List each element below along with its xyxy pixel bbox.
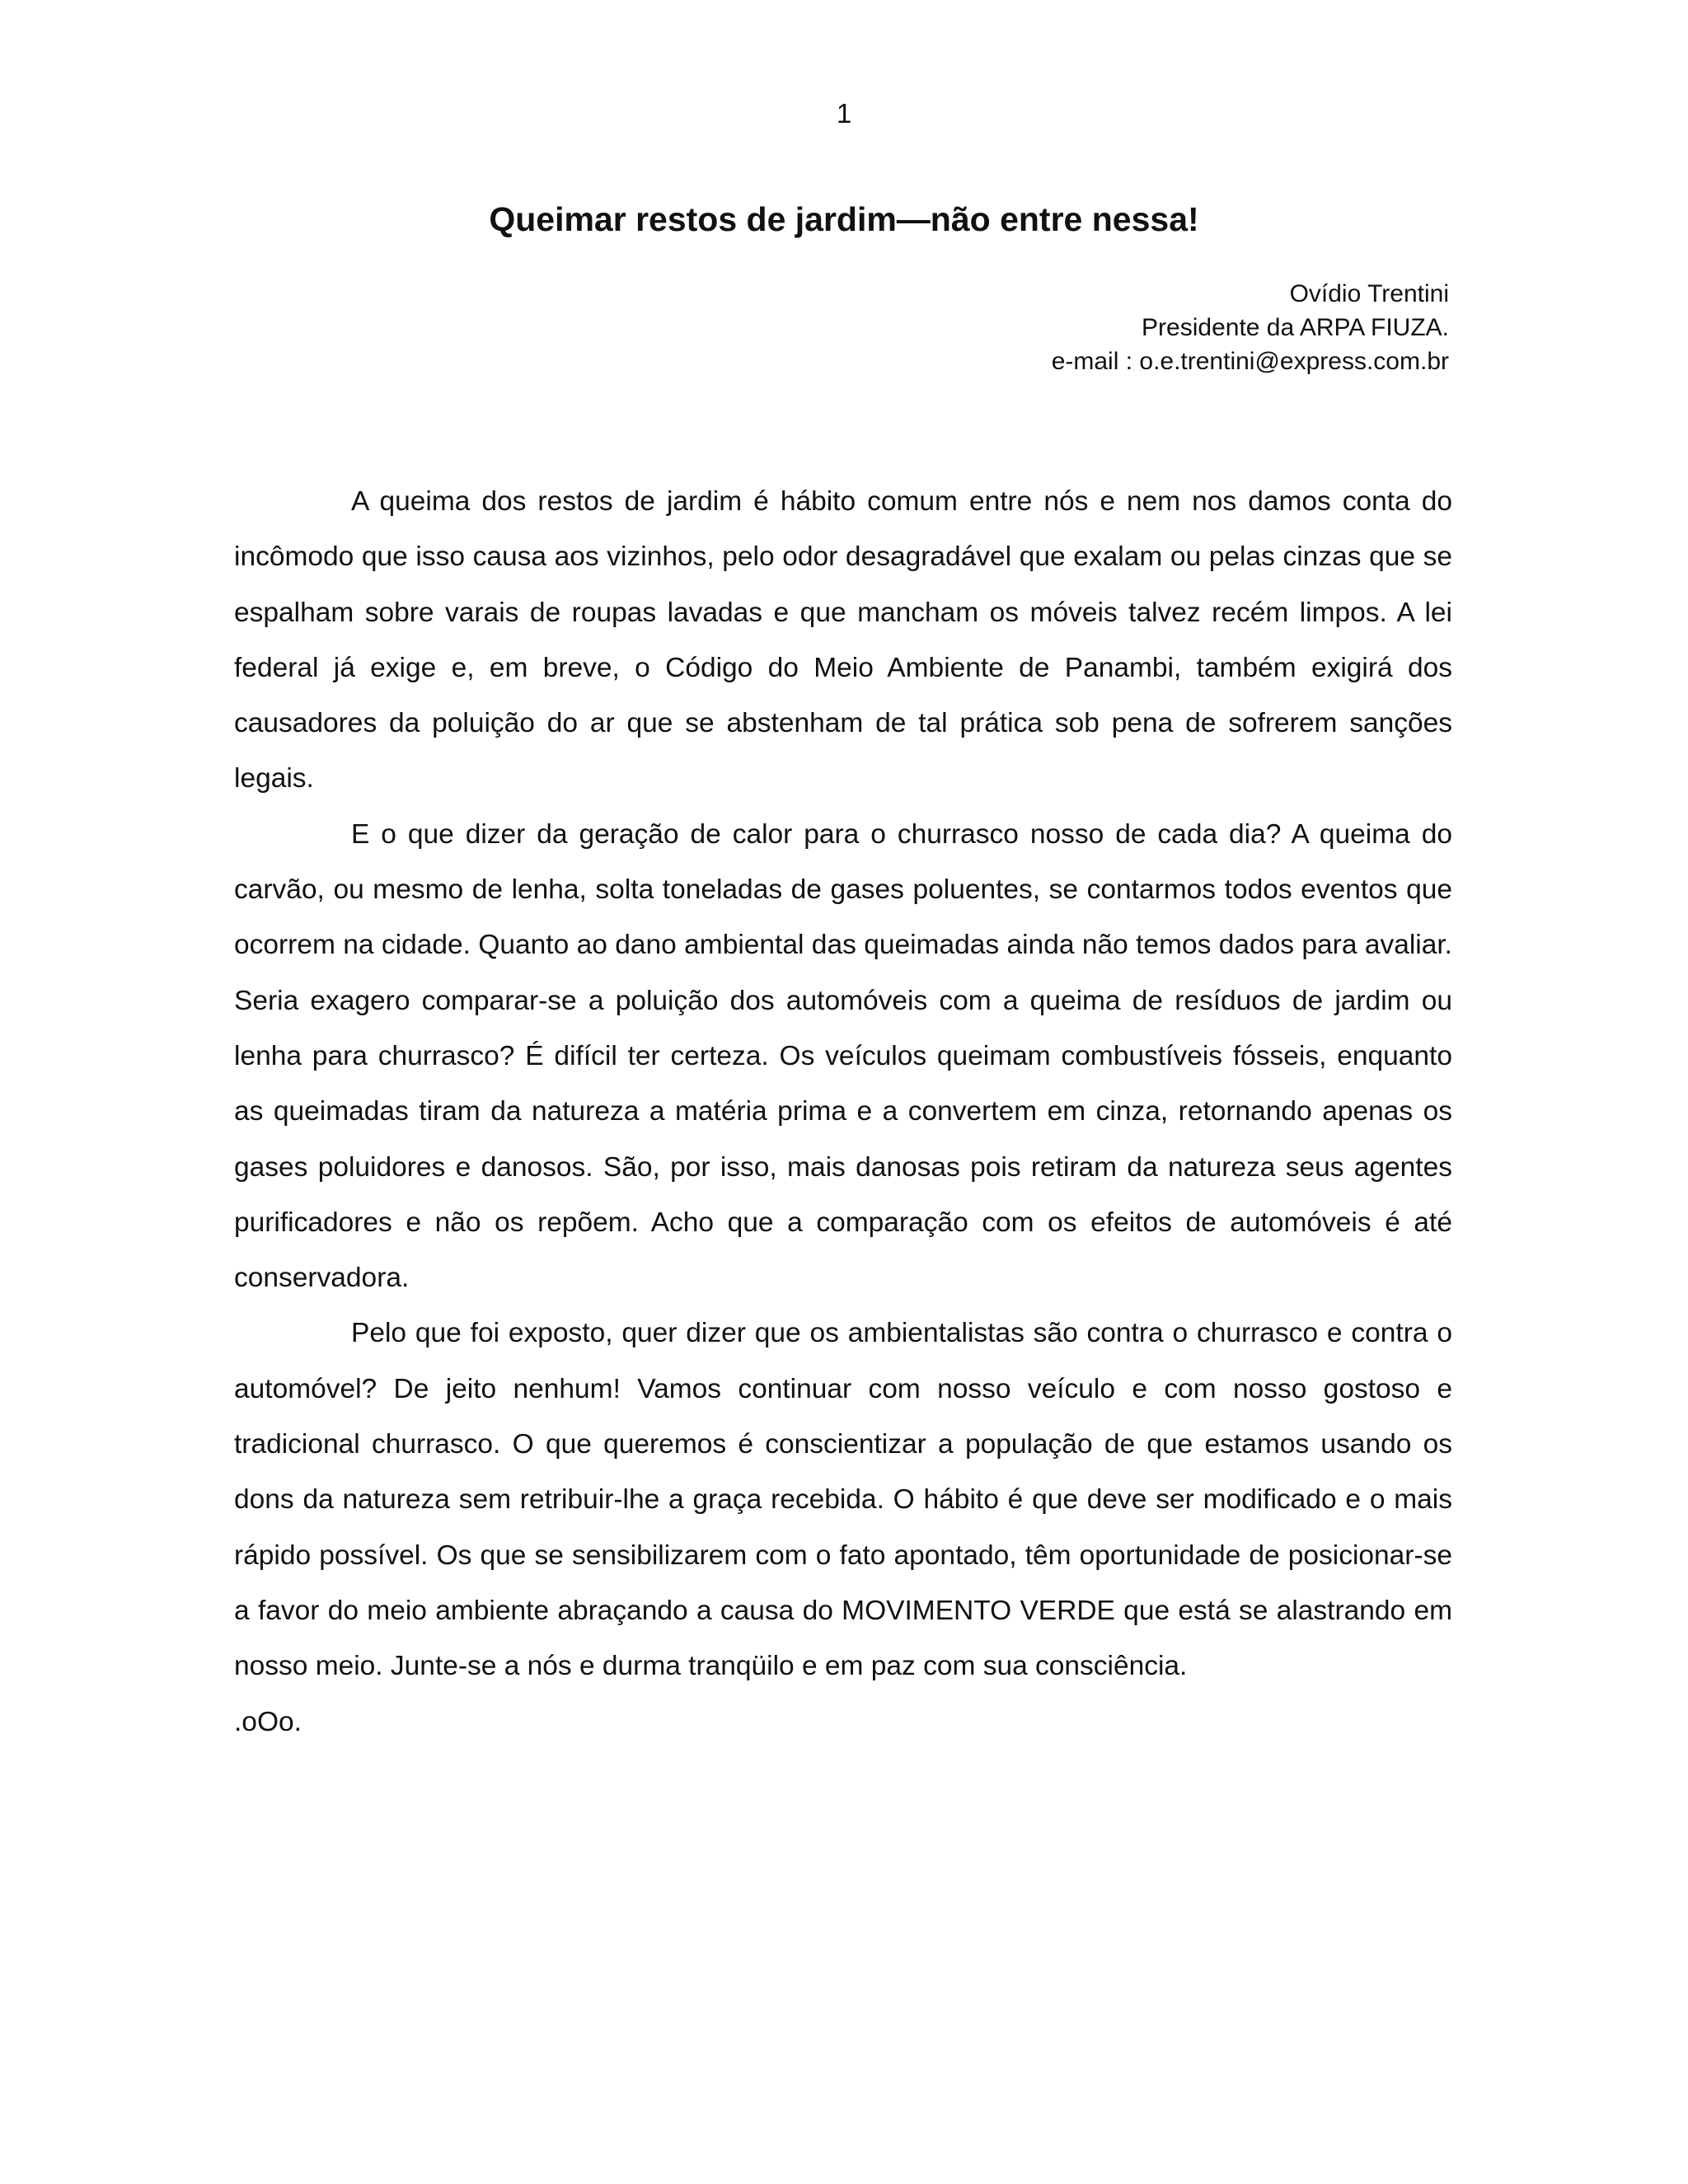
closing-mark: .oOo. (234, 1706, 302, 1737)
paragraph-3: Pelo que foi exposto, quer dizer que os ambientalistas são contra o churrasco e contra o automóvel? De jeito nenhum! Vamos continuar com nosso veículo e com nosso gostoso e tradicional churrasco. O que queremos é conscientizar a população de que estamos usando os dons da natureza sem retribuir-lhe a graça recebida. O hábito é que deve ser modificado e o mais rápido possível. Os que se sensibilizarem com o fato apontado, têm oportunidade de posicionar-se a favor do meio ambiente abraçando a causa do MOVIMENTO VERDE que está se alastrando em nosso meio. Junte-se a nós e durma tranqüilo e em paz com sua consciência. (234, 1318, 1452, 1682)
page-number: 1 (836, 98, 852, 129)
author-name: Ovídio Trentini (1289, 280, 1449, 307)
author-email: e-mail : o.e.trentini@express.com.br (1051, 348, 1449, 375)
byline (707, 277, 1449, 378)
paragraph-1: A queima dos restos de jardim é hábito comum entre nós e nem nos damos conta do incômodo que isso causa aos vizinhos, pelo odor desagradável que exalam ou pelas cinzas que se espalham sobre varais de roupas lavadas e que mancham os móveis talvez recém limpos. A lei federal já exige e, em breve, o Código do Meio Ambiente de Panambi, também exigirá dos causadores da poluição do ar que se abstenham de tal prática sob pena de sofrerem sanções legais. (234, 486, 1452, 794)
article-body (234, 474, 1452, 1750)
document-title: Queimar restos de jardim—não entre nessa! (489, 200, 1199, 238)
paragraph-2: E o que dizer da geração de calor para o churrasco nosso de cada dia? A queima do carvão, ou mesmo de lenha, solta toneladas de gases poluentes, se contarmos todos eventos que ocorrem na cidade. Quanto ao dano ambiental das queimadas ainda não temos dados para avaliar. Seria exagero comparar-se a poluição dos automóveis com a queima de resíduos de jardim ou lenha para churrasco? É difícil ter certeza. Os veículos queimam combustíveis fósseis, enquanto as queimadas tiram da natureza a matéria prima e a convertem em cinza, retornando apenas os gases poluidores e danosos. São, por isso, mais danosas pois retiram da natureza seus agentes purificadores e não os repõem. Acho que a comparação com os efeitos de automóveis é até conservadora. (234, 818, 1452, 1294)
author-role: Presidente da ARPA FIUZA. (1142, 314, 1449, 341)
